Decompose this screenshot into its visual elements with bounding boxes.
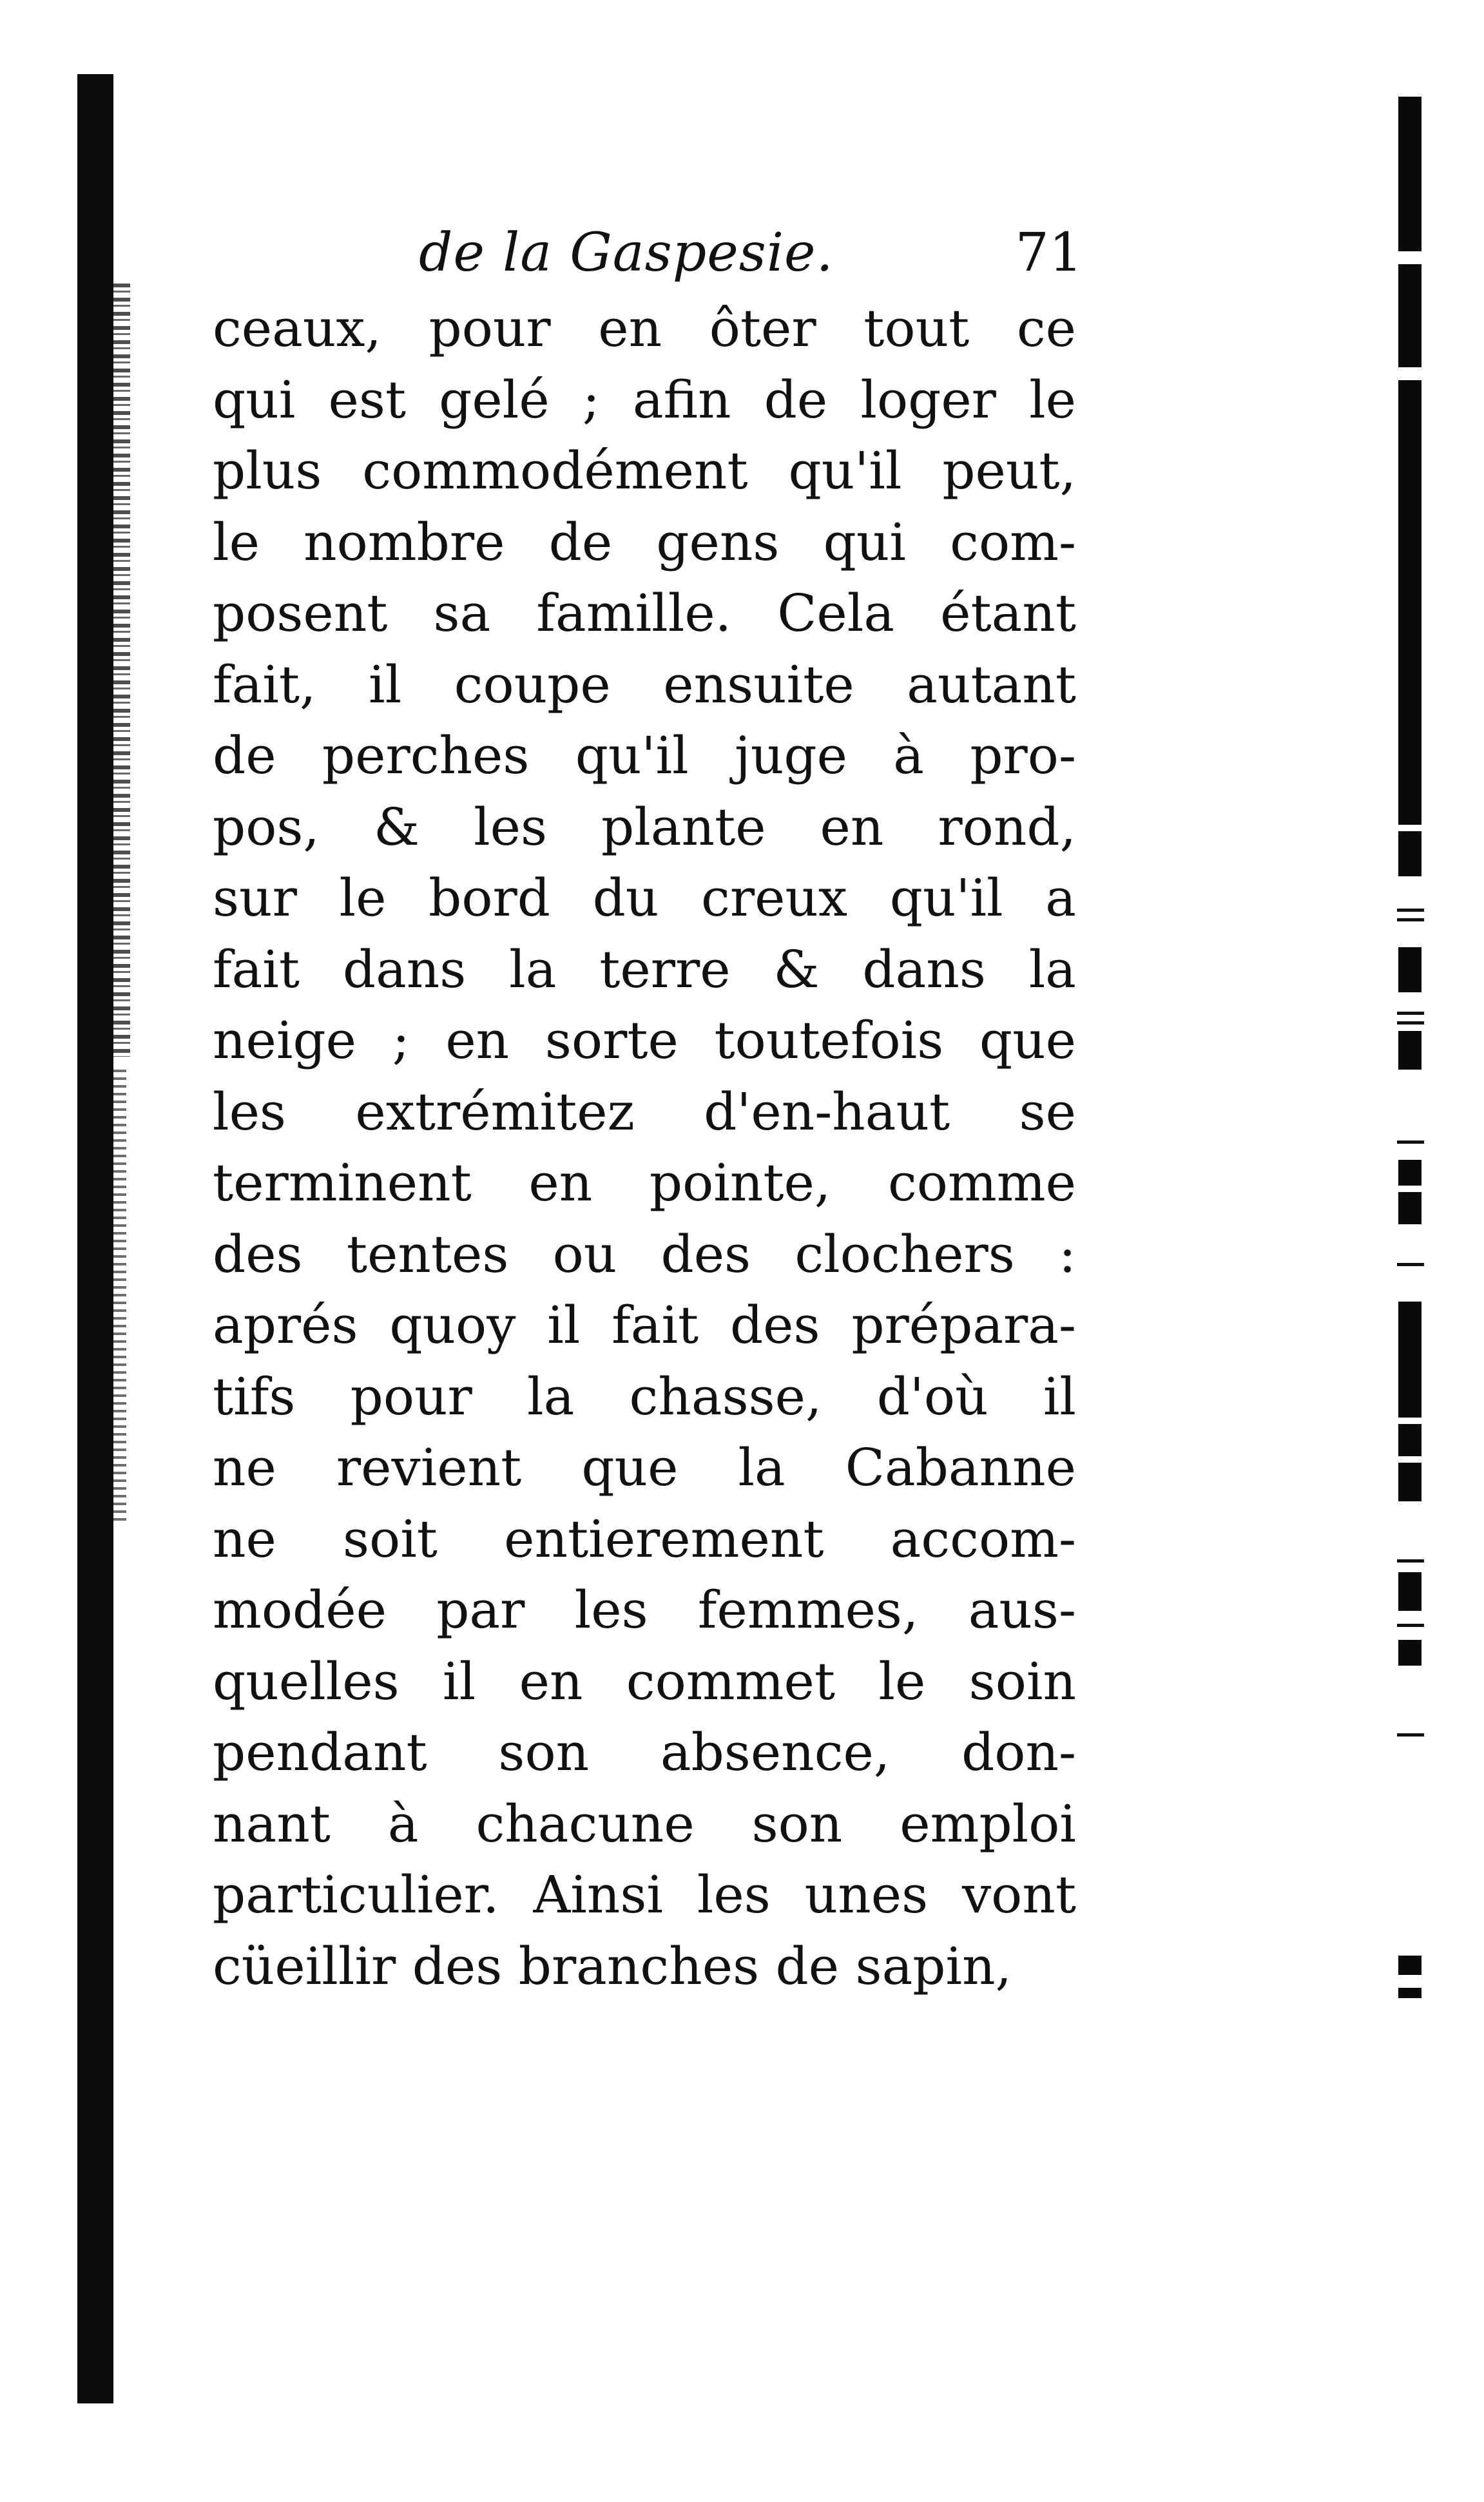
scan-edge-mark bbox=[1397, 1263, 1424, 1266]
text-line: quelles il en commet le soin bbox=[213, 1651, 1076, 1711]
scan-gutter-noise bbox=[113, 284, 130, 1057]
scan-gutter-noise bbox=[113, 1070, 126, 1521]
text-line: plus commodément qu'il peut, bbox=[213, 441, 1076, 501]
text-line: pos, & les plante en rond, bbox=[213, 796, 1076, 857]
scan-edge-mark bbox=[1397, 1021, 1424, 1025]
text-line: neige ; en sorte toutefois que bbox=[213, 1010, 1076, 1070]
scan-edge-mark bbox=[1397, 1012, 1424, 1015]
scan-edge-right bbox=[1398, 1463, 1421, 1501]
text-line: modée par les femmes, aus- bbox=[213, 1580, 1076, 1640]
text-line: aprés quoy il fait des prépara- bbox=[213, 1295, 1076, 1355]
text-line: ne revient que la Cabanne bbox=[213, 1438, 1076, 1497]
text-line: fait, il coupe ensuite autant bbox=[213, 654, 1076, 715]
running-head-title: de la Gaspesie. bbox=[419, 222, 834, 284]
scan-edge-right bbox=[1398, 831, 1421, 876]
text-line: le nombre de gens qui com- bbox=[213, 512, 1076, 572]
scan-edge-right bbox=[1398, 1031, 1421, 1070]
page-number: 71 bbox=[1015, 222, 1083, 284]
text-line: tifs pour la chasse, d'où il bbox=[213, 1366, 1076, 1427]
scan-gutter-left bbox=[77, 74, 113, 2403]
text-line: de perches qu'il juge à pro- bbox=[213, 726, 1076, 785]
body-text bbox=[213, 293, 1076, 2002]
text-line: des tentes ou des clochers : bbox=[213, 1224, 1076, 1284]
scan-edge-right bbox=[1398, 1192, 1421, 1224]
scan-edge-right bbox=[1398, 947, 1421, 992]
scan-edge-right bbox=[1398, 1640, 1421, 1666]
text-line: posent sa famille. Cela étant bbox=[213, 583, 1076, 643]
text-line: qui est gelé ; afin de loger le bbox=[213, 369, 1076, 430]
text-line: pendant son absence, don- bbox=[213, 1722, 1076, 1782]
scan-edge-mark bbox=[1397, 1624, 1424, 1627]
text-line: ceaux, pour en ôter tout ce bbox=[213, 298, 1076, 358]
text-line: nant à chacune son emploi bbox=[213, 1793, 1076, 1854]
text-line: particulier. Ainsi les unes vont bbox=[213, 1865, 1076, 1925]
scan-edge-right bbox=[1398, 1956, 1421, 1975]
scan-edge-mark bbox=[1397, 909, 1424, 912]
running-header bbox=[419, 222, 1083, 300]
text-line: les extrémitez d'en-haut se bbox=[213, 1081, 1076, 1142]
text-line: terminent en pointe, comme bbox=[213, 1153, 1076, 1213]
scan-edge-right bbox=[1398, 1424, 1421, 1456]
scan-edge-mark bbox=[1397, 1140, 1424, 1144]
scan-edge-right bbox=[1398, 380, 1421, 825]
scan-edge-right bbox=[1398, 1572, 1421, 1611]
scan-edge-right bbox=[1398, 264, 1421, 367]
scan-edge-right bbox=[1398, 1988, 1421, 1998]
text-line: cüeillir des branches de sapin, bbox=[213, 1936, 1012, 1996]
scan-edge-mark bbox=[1397, 918, 1424, 921]
scan-edge-right bbox=[1398, 1160, 1421, 1186]
text-line: fait dans la terre & dans la bbox=[213, 939, 1076, 999]
scan-edge-mark bbox=[1397, 1559, 1424, 1563]
scan-edge-right bbox=[1398, 1302, 1421, 1418]
text-line: ne soit entierement accom- bbox=[213, 1508, 1076, 1569]
text-line: sur le bord du creux qu'il a bbox=[213, 868, 1076, 928]
scan-edge-mark bbox=[1397, 1733, 1424, 1737]
scan-edge-right bbox=[1398, 97, 1421, 251]
